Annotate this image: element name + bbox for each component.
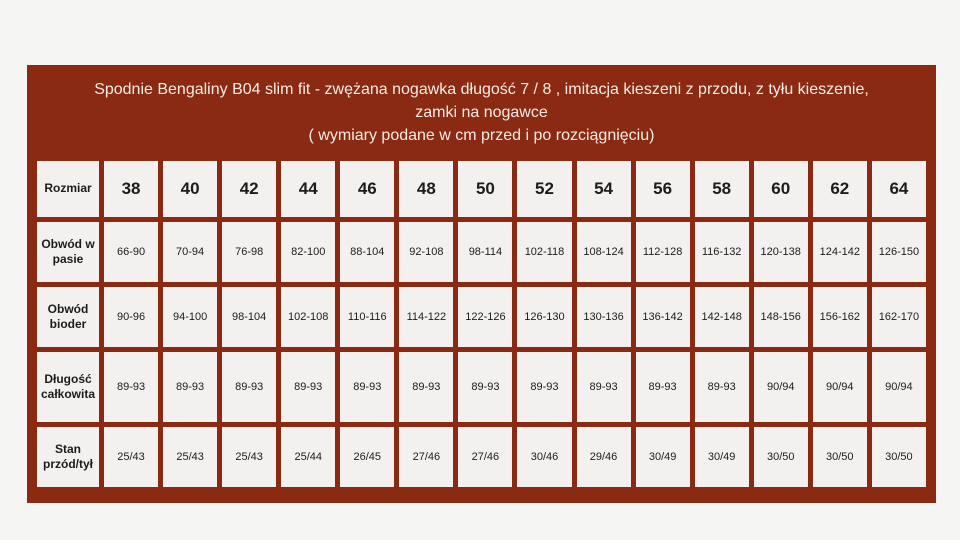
- size-cell: 64: [872, 161, 926, 217]
- size-cell: 56: [636, 161, 690, 217]
- value-cell: 112-128: [636, 222, 690, 282]
- value-cell: 156-162: [813, 287, 867, 347]
- size-chart-panel: [27, 65, 936, 503]
- row-label: Długość całkowita: [37, 352, 99, 422]
- value-cell: 30/50: [813, 427, 867, 487]
- size-cell: 38: [104, 161, 158, 217]
- data-row: [37, 427, 926, 487]
- value-cell: 126-130: [517, 287, 571, 347]
- value-cell: 92-108: [399, 222, 453, 282]
- value-cell: 89-93: [577, 352, 631, 422]
- size-cell: 46: [340, 161, 394, 217]
- value-cell: 136-142: [636, 287, 690, 347]
- value-cell: 30/49: [636, 427, 690, 487]
- value-cell: 90-96: [104, 287, 158, 347]
- size-cell: 54: [577, 161, 631, 217]
- value-cell: 89-93: [695, 352, 749, 422]
- size-cell: 52: [517, 161, 571, 217]
- value-cell: 162-170: [872, 287, 926, 347]
- data-row: [37, 287, 926, 347]
- value-cell: 25/43: [222, 427, 276, 487]
- value-cell: 89-93: [281, 352, 335, 422]
- value-cell: 89-93: [222, 352, 276, 422]
- data-row: [37, 352, 926, 422]
- value-cell: 122-126: [458, 287, 512, 347]
- row-label: Obwód w pasie: [37, 222, 99, 282]
- size-cell: 50: [458, 161, 512, 217]
- value-cell: 29/46: [577, 427, 631, 487]
- value-cell: 76-98: [222, 222, 276, 282]
- value-cell: 89-93: [458, 352, 512, 422]
- value-cell: 89-93: [636, 352, 690, 422]
- value-cell: 142-148: [695, 287, 749, 347]
- value-cell: 89-93: [340, 352, 394, 422]
- value-cell: 124-142: [813, 222, 867, 282]
- value-cell: 66-90: [104, 222, 158, 282]
- size-table: [32, 156, 931, 492]
- value-cell: 108-124: [577, 222, 631, 282]
- value-cell: 116-132: [695, 222, 749, 282]
- value-cell: 82-100: [281, 222, 335, 282]
- value-cell: 102-118: [517, 222, 571, 282]
- value-cell: 70-94: [163, 222, 217, 282]
- value-cell: 25/43: [104, 427, 158, 487]
- value-cell: 120-138: [754, 222, 808, 282]
- chart-title-line1: Spodnie Bengaliny B04 slim fit - zwężana nogawka długość 7 / 8 , imitacja kieszeni z przodu, z tyłu kieszenie, zamki na nogawce: [94, 81, 869, 122]
- value-cell: 98-104: [222, 287, 276, 347]
- value-cell: 90/94: [813, 352, 867, 422]
- value-cell: 30/49: [695, 427, 749, 487]
- size-cell: 60: [754, 161, 808, 217]
- value-cell: 130-136: [577, 287, 631, 347]
- value-cell: 102-108: [281, 287, 335, 347]
- value-cell: 148-156: [754, 287, 808, 347]
- row-label: Rozmiar: [37, 161, 99, 217]
- value-cell: 89-93: [163, 352, 217, 422]
- value-cell: 90/94: [872, 352, 926, 422]
- row-label: Obwód bioder: [37, 287, 99, 347]
- data-row: [37, 222, 926, 282]
- value-cell: 27/46: [399, 427, 453, 487]
- size-cell: 40: [163, 161, 217, 217]
- value-cell: 98-114: [458, 222, 512, 282]
- chart-title-line2: ( wymiary podane w cm przed i po rozciągnięciu): [308, 127, 655, 145]
- chart-title: [32, 65, 931, 158]
- value-cell: 30/46: [517, 427, 571, 487]
- value-cell: 110-116: [340, 287, 394, 347]
- size-cell: 44: [281, 161, 335, 217]
- value-cell: 25/43: [163, 427, 217, 487]
- size-table-body: [37, 161, 926, 487]
- value-cell: 89-93: [399, 352, 453, 422]
- value-cell: 114-122: [399, 287, 453, 347]
- size-cell: 62: [813, 161, 867, 217]
- value-cell: 30/50: [754, 427, 808, 487]
- value-cell: 89-93: [517, 352, 571, 422]
- value-cell: 25/44: [281, 427, 335, 487]
- value-cell: 126-150: [872, 222, 926, 282]
- size-cell: 58: [695, 161, 749, 217]
- value-cell: 89-93: [104, 352, 158, 422]
- value-cell: 88-104: [340, 222, 394, 282]
- value-cell: 94-100: [163, 287, 217, 347]
- value-cell: 30/50: [872, 427, 926, 487]
- row-label: Stan przód/tył: [37, 427, 99, 487]
- value-cell: 27/46: [458, 427, 512, 487]
- value-cell: 26/45: [340, 427, 394, 487]
- size-cell: 48: [399, 161, 453, 217]
- value-cell: 90/94: [754, 352, 808, 422]
- size-cell: 42: [222, 161, 276, 217]
- size-header-row: [37, 161, 926, 217]
